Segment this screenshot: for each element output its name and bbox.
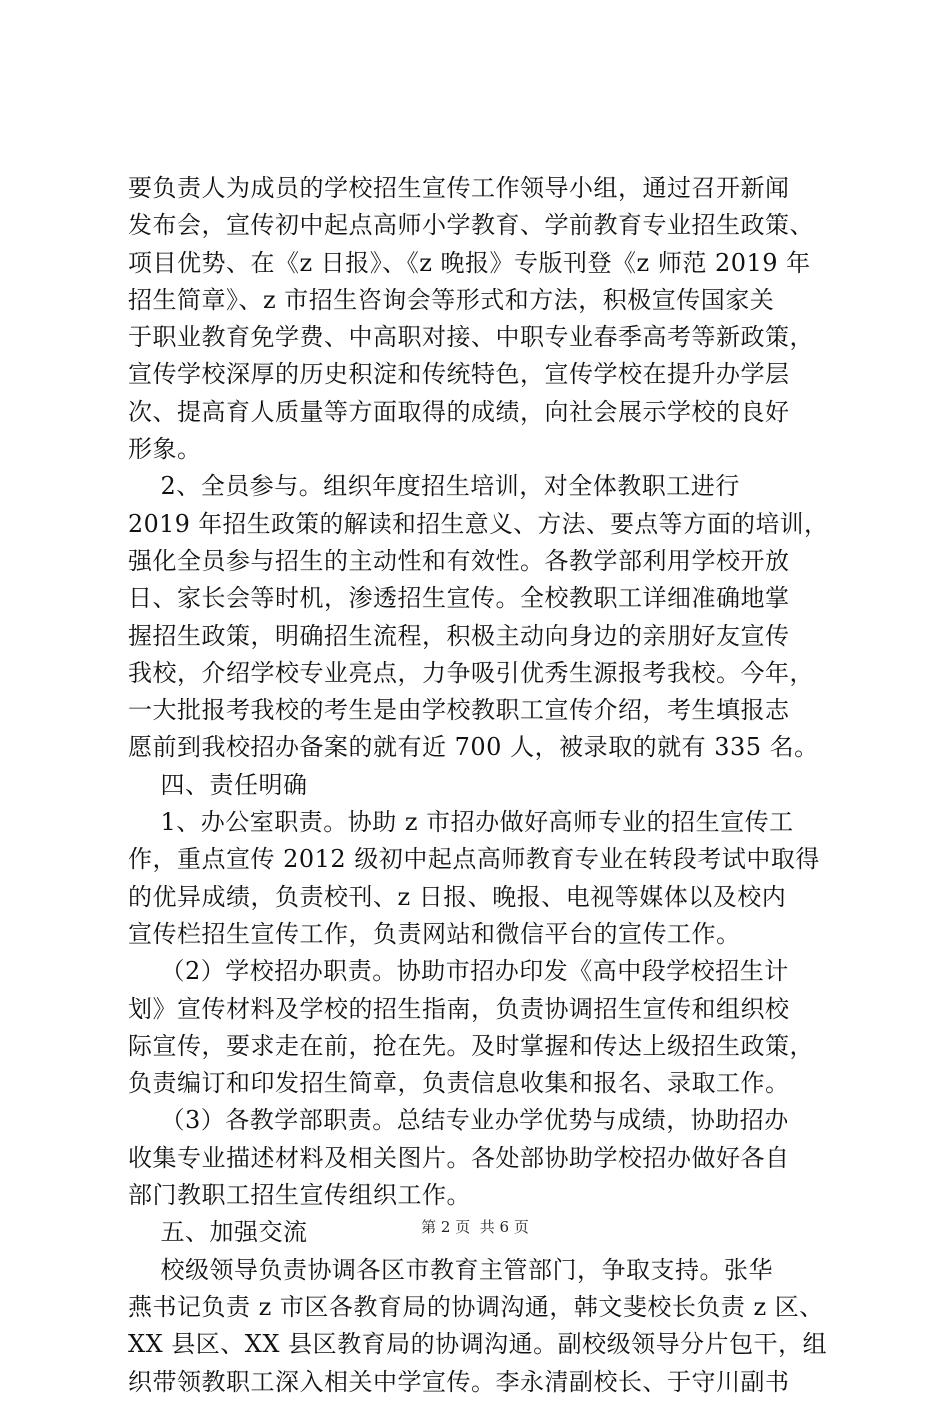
text-line: 1、办公室职责。协助 z 市招办做好高师专业的招生宣传工 xyxy=(128,808,794,837)
text-line: 要负责人为成员的学校招生宣传工作领导小组，通过召开新闻 xyxy=(128,174,790,202)
text-line: 燕书记负责 z 市区各教育局的协调沟通，韩文斐校长负责 z 区、 xyxy=(128,1292,824,1321)
text-line: 际宣传，要求走在前，抢在先。及时掌握和传达上级招生政策， xyxy=(128,1031,814,1060)
text-line: 强化全员参与招生的主动性和有效性。各教学部利用学校开放 xyxy=(128,546,790,575)
text-line: 宣传栏招生宣传工作，负责网站和微信平台的宣传工作。 xyxy=(128,919,741,948)
text-line: 日、家长会等时机，渗透招生宣传。全校教职工详细准确地掌 xyxy=(128,584,790,613)
section-heading: 五、加强交流 xyxy=(128,1218,308,1247)
section-heading: 四、责任明确 xyxy=(128,770,308,799)
text-line: 的优异成绩，负责校刊、z 日报、晚报、电视等媒体以及校内 xyxy=(128,882,787,911)
text-line: 负责编订和印发招生简章，负责信息收集和报名、录取工作。 xyxy=(128,1069,790,1098)
text-line: 我校，介绍学校专业亮点，力争吸引优秀生源报考我校。今年， xyxy=(128,658,814,687)
text-line: 于职业教育免学费、中高职对接、中职专业春季高考等新政策， xyxy=(128,323,814,352)
text-line: 形象。 xyxy=(128,435,202,464)
text-line: 握招生政策，明确招生流程，积极主动向身边的亲朋好友宣传 xyxy=(128,621,790,650)
text-line: 作，重点宣传 2012 级初中起点高师教育专业在转段考试中取得 xyxy=(128,845,820,874)
text-line: 部门教职工招生宣传组织工作。 xyxy=(128,1181,471,1210)
text-line: 次、提高育人质量等方面取得的成绩，向社会展示学校的良好 xyxy=(128,397,790,426)
text-line: （2）学校招办职责。协助市招办印发《高中段学校招生计 xyxy=(128,957,789,986)
text-line: 一大批报考我校的考生是由学校教职工宣传介绍，考生填报志 xyxy=(128,696,790,725)
text-line: 划》宣传材料及学校的招生指南，负责协调招生宣传和组织校 xyxy=(128,994,790,1023)
text-line: 发布会，宣传初中起点高师小学教育、学前教育专业招生政策、 xyxy=(128,211,814,240)
text-line: 2019 年招生政策的解读和招生意义、方法、要点等方面的培训， xyxy=(128,509,829,538)
text-line: 织带领教职工深入相关中学宣传。李永清副校长、于守川副书 xyxy=(128,1367,790,1396)
text-line: 愿前到我校招办备案的就有近 700 人，被录取的就有 335 名。 xyxy=(128,733,819,762)
text-line: XX 县区、XX 县区教育局的协调沟通。副校级领导分片包干，组 xyxy=(128,1330,828,1359)
text-line: 项目优势、在《z 日报》、《z 晚报》专版刊登《z 师范 2019 年 xyxy=(128,248,811,277)
text-line: 2、全员参与。组织年度招生培训，对全体教职工进行 xyxy=(128,472,740,501)
text-line: 收集专业描述材料及相关图片。各处部协助学校招办做好各自 xyxy=(128,1143,790,1172)
text-line: （3）各教学部职责。总结专业办学优势与成绩，协助招办 xyxy=(128,1106,789,1135)
page-indicator: 第 2 页 共 6 页 xyxy=(421,1218,529,1236)
text-line: 校级领导负责协调各区市教育主管部门，争取支持。张华 xyxy=(128,1255,774,1284)
text-line: 招生简章》、z 市招生咨询会等形式和方法，积极宣传国家关 xyxy=(128,285,775,314)
text-line: 宣传学校深厚的历史积淀和传统特色，宣传学校在提升办学层 xyxy=(128,360,790,389)
page-footer xyxy=(0,1216,950,1237)
